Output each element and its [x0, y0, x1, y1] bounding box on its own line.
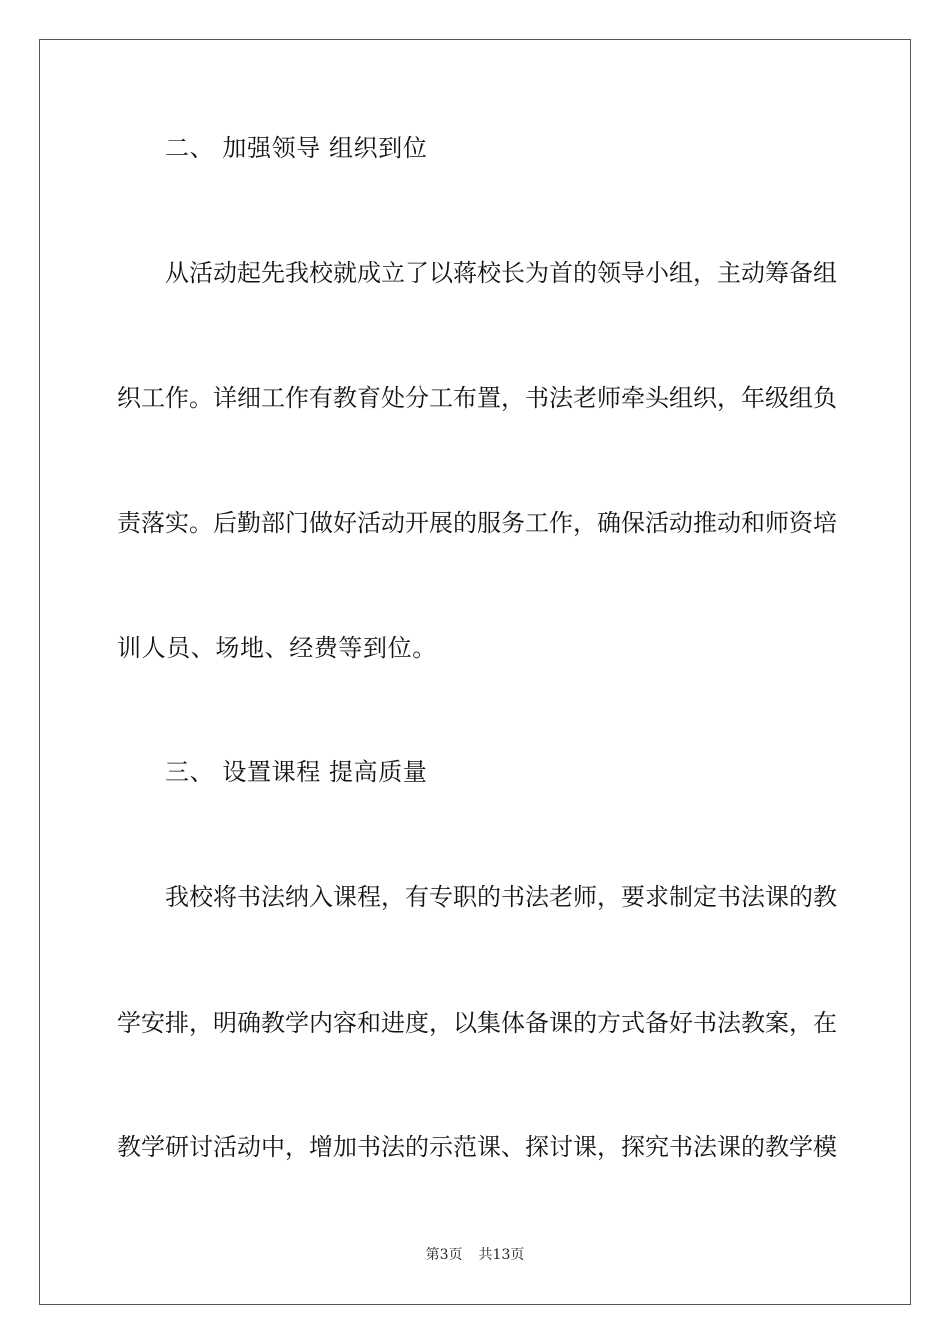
page-footer — [0, 1246, 950, 1264]
section-heading-two: 二、 加强领导 组织到位 — [165, 134, 428, 162]
paragraph-one-line-2: 织工作。详细工作有教育处分工布置，书法老师牵头组织，年级组负 — [117, 384, 837, 412]
paragraph-one-line-1: 从活动起先我校就成立了以蒋校长为首的领导小组，主动筹备组 — [165, 259, 837, 287]
paragraph-two-line-1: 我校将书法纳入课程，有专职的书法老师，要求制定书法课的教 — [165, 883, 837, 911]
paragraph-two-line-3: 教学研讨活动中，增加书法的示范课、探讨课，探究书法课的教学模 — [117, 1133, 837, 1161]
paragraph-one-line-4: 训人员、场地、经费等到位。 — [117, 634, 437, 662]
page-border — [39, 39, 911, 1305]
paragraph-two-line-2: 学安排，明确教学内容和进度，以集体备课的方式备好书法教案，在 — [117, 1009, 837, 1037]
page-total: 共13页 — [478, 1247, 525, 1263]
paragraph-one-line-3: 责落实。后勤部门做好活动开展的服务工作，确保活动推动和师资培 — [117, 509, 837, 537]
page-number: 第3页 — [425, 1247, 463, 1263]
section-heading-three: 三、 设置课程 提高质量 — [165, 758, 428, 786]
